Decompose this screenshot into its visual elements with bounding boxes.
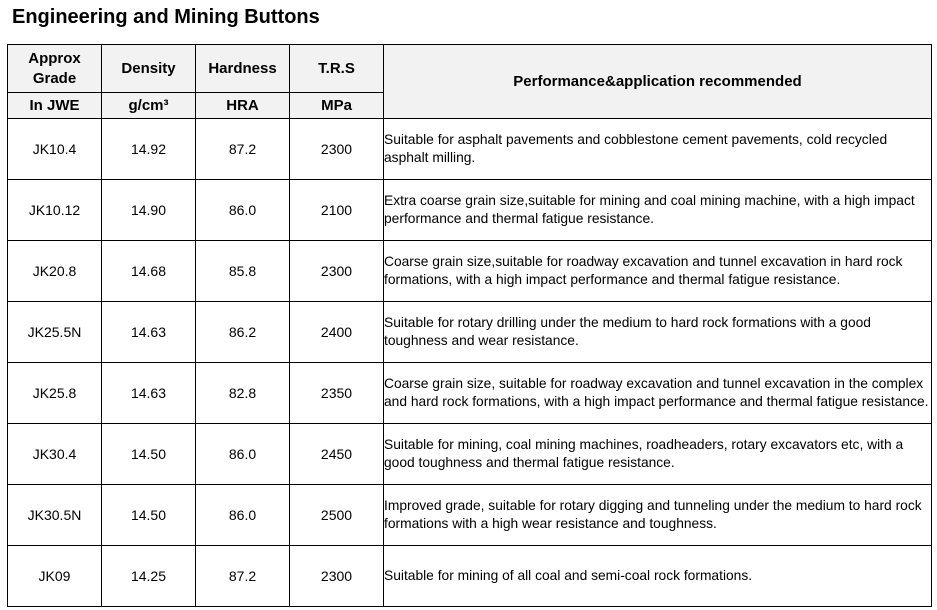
cell-description: Improved grade, suitable for rotary digging and tunneling under the medium to hard rock formations with a high wear resistance and toughness. — [384, 485, 932, 546]
cell-density: 14.92 — [102, 119, 196, 180]
header-trs: T.R.S — [290, 45, 384, 93]
cell-trs: 2300 — [290, 546, 384, 607]
cell-hardness: 86.0 — [196, 424, 290, 485]
table-row — [8, 241, 932, 302]
table-row — [8, 180, 932, 241]
cell-grade: JK25.8 — [8, 363, 102, 424]
cell-grade: JK30.5N — [8, 485, 102, 546]
cell-density: 14.63 — [102, 363, 196, 424]
cell-hardness: 85.8 — [196, 241, 290, 302]
cell-description: Suitable for mining of all coal and semi-coal rock formations. — [384, 546, 932, 607]
table-row — [8, 119, 932, 180]
cell-grade: JK10.4 — [8, 119, 102, 180]
table-row — [8, 424, 932, 485]
cell-hardness: 87.2 — [196, 119, 290, 180]
cell-description: Coarse grain size, suitable for roadway excavation and tunnel excavation in the complex and hard rock formations, with a high impact performance and thermal fatigue resistance. — [384, 363, 932, 424]
cell-density: 14.90 — [102, 180, 196, 241]
cell-hardness: 86.0 — [196, 180, 290, 241]
cell-trs: 2500 — [290, 485, 384, 546]
header-grade-unit: In JWE — [8, 93, 102, 119]
cell-density: 14.50 — [102, 424, 196, 485]
cell-grade: JK10.12 — [8, 180, 102, 241]
cell-description: Suitable for mining, coal mining machines, roadheaders, rotary excavators etc, with a good toughness and thermal fatigue resistance. — [384, 424, 932, 485]
cell-trs: 2100 — [290, 180, 384, 241]
header-hardness-unit: HRA — [196, 93, 290, 119]
cell-grade: JK30.4 — [8, 424, 102, 485]
cell-description: Extra coarse grain size,suitable for mining and coal mining machine, with a high impact performance and thermal fatigue resistance. — [384, 180, 932, 241]
cell-density: 14.50 — [102, 485, 196, 546]
cell-description: Suitable for rotary drilling under the medium to hard rock formations with a good toughness and wear resistance. — [384, 302, 932, 363]
header-trs-unit: MPa — [290, 93, 384, 119]
cell-trs: 2450 — [290, 424, 384, 485]
cell-density: 14.68 — [102, 241, 196, 302]
cell-trs: 2300 — [290, 119, 384, 180]
cell-hardness: 82.8 — [196, 363, 290, 424]
cell-trs: 2300 — [290, 241, 384, 302]
cell-trs: 2400 — [290, 302, 384, 363]
header-row-top — [8, 45, 932, 93]
cell-grade: JK25.5N — [8, 302, 102, 363]
page-title: Engineering and Mining Buttons — [12, 6, 320, 28]
cell-density: 14.25 — [102, 546, 196, 607]
table-row — [8, 485, 932, 546]
table-row — [8, 302, 932, 363]
cell-hardness: 86.0 — [196, 485, 290, 546]
cell-grade: JK09 — [8, 546, 102, 607]
grades-table — [7, 44, 932, 607]
cell-description: Coarse grain size,suitable for roadway excavation and tunnel excavation in hard rock formations, with a high impact performance and thermal fatigue resistance. — [384, 241, 932, 302]
header-performance: Performance&application recommended — [384, 45, 932, 119]
cell-hardness: 87.2 — [196, 546, 290, 607]
header-grade: Approx Grade — [8, 45, 102, 93]
table-row — [8, 363, 932, 424]
table-row — [8, 546, 932, 607]
cell-grade: JK20.8 — [8, 241, 102, 302]
cell-description: Suitable for asphalt pavements and cobblestone cement pavements, cold recycled asphalt milling. — [384, 119, 932, 180]
cell-density: 14.63 — [102, 302, 196, 363]
cell-trs: 2350 — [290, 363, 384, 424]
header-density: Density — [102, 45, 196, 93]
cell-hardness: 86.2 — [196, 302, 290, 363]
header-hardness: Hardness — [196, 45, 290, 93]
header-density-unit: g/cm³ — [102, 93, 196, 119]
